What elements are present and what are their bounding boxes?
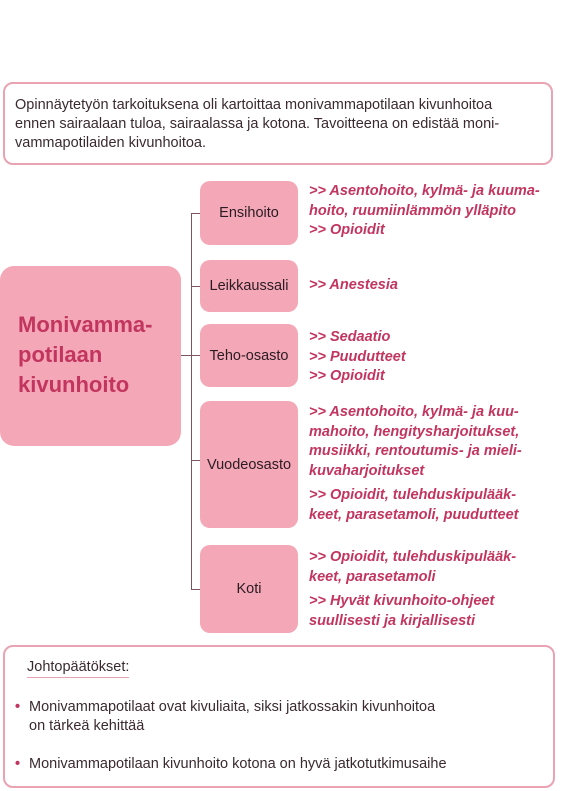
bullet-icon: • — [15, 756, 21, 772]
detail-line: hoito, ruumiinlämmön ylläpito — [309, 202, 517, 219]
detail-line: suullisesti ja kirjallisesti — [309, 612, 476, 629]
conclusion-item-2 — [15, 755, 549, 774]
stage-node-koti — [200, 545, 298, 633]
detail-line: mahoito, hengitysharjoitukset, — [309, 423, 520, 440]
stage-details-ensihoito — [309, 182, 564, 241]
detail-group — [309, 592, 564, 631]
main-topic-line-1: Monivamma- — [18, 312, 153, 337]
stage-node-ensihoito — [200, 181, 298, 245]
connector-vuodeosasto — [191, 460, 200, 461]
detail-line: keet, parasetamoli, puudutteet — [309, 506, 519, 523]
stage-label: Koti — [236, 581, 262, 597]
stage-node-teho-osasto — [200, 324, 298, 387]
bullet-icon: • — [15, 699, 21, 715]
detail-line: >> Hyvät kivunhoito-ohjeet — [309, 593, 495, 609]
stage-label: Vuodeosasto — [206, 456, 292, 473]
detail-group — [309, 486, 564, 525]
stage-details-koti — [309, 548, 564, 631]
conclusion-line: on tärkeä kehittää — [29, 718, 145, 734]
conclusions-title: Johtopäätökset: — [27, 659, 129, 678]
detail-group — [309, 548, 564, 587]
detail-line: >> Puudutteet — [309, 348, 406, 365]
main-topic-node — [0, 266, 181, 446]
intro-line-2: ennen sairaalaan tuloa, sairaalassa ja kotona. Tavoitteena on edistää moni- — [15, 116, 500, 132]
connector-ensihoito — [191, 213, 200, 214]
stage-node-vuodeosasto — [200, 401, 298, 528]
conclusions-box — [3, 645, 555, 788]
main-topic-line-3: kivunhoito — [18, 372, 130, 397]
main-topic-line-2: potilaan — [18, 342, 103, 367]
intro-box — [3, 82, 553, 165]
detail-line: >> Opioidit — [309, 368, 385, 384]
detail-line: keet, parasetamoli — [309, 568, 436, 585]
intro-line-3: vammapotilaiden kivunhoitoa. — [15, 135, 207, 151]
connector-trunk — [191, 213, 192, 589]
stage-label: Ensihoito — [219, 205, 279, 221]
detail-line: >> Opioidit, tulehduskipulääk- — [309, 549, 517, 565]
detail-line: musiikki, rentoutumis- ja mieli- — [309, 443, 522, 459]
detail-line: >> Sedaatio — [309, 329, 391, 345]
stage-node-leikkaussali — [200, 260, 298, 312]
stage-label: Leikkaussali — [209, 278, 289, 294]
conclusion-item-1 — [15, 698, 549, 736]
detail-group — [309, 403, 564, 481]
conclusion-line: Monivammapotilaat ovat kivuliaita, siksi jatkossakin kivunhoitoa — [29, 699, 436, 715]
detail-line: >> Asentohoito, kylmä- ja kuuma- — [309, 183, 540, 199]
stage-details-leikkaussali — [309, 276, 564, 296]
stage-label: Teho-osasto — [209, 347, 289, 364]
detail-line: >> Asentohoito, kylmä- ja kuu- — [309, 404, 519, 420]
conclusion-line: Monivammapotilaan kivunhoito kotona on hyvä jatkotutkimusaihe — [29, 756, 447, 772]
detail-line: >> Anestesia — [309, 277, 398, 293]
detail-line: >> Opioidit, tulehduskipulääk- — [309, 487, 517, 503]
stage-details-vuodeosasto — [309, 403, 564, 525]
connector-leikkaussali — [191, 286, 200, 287]
detail-line: >> Opioidit — [309, 222, 385, 238]
connector-koti — [191, 589, 200, 590]
detail-line: kuvaharjoitukset — [309, 462, 425, 479]
detail-group — [309, 328, 564, 387]
detail-group — [309, 276, 564, 296]
detail-group — [309, 182, 564, 241]
stage-details-teho-osasto — [309, 328, 564, 387]
intro-line-1: Opinnäytetyön tarkoituksena oli kartoittaa monivammapotilaan kivunhoitoa — [15, 97, 493, 113]
